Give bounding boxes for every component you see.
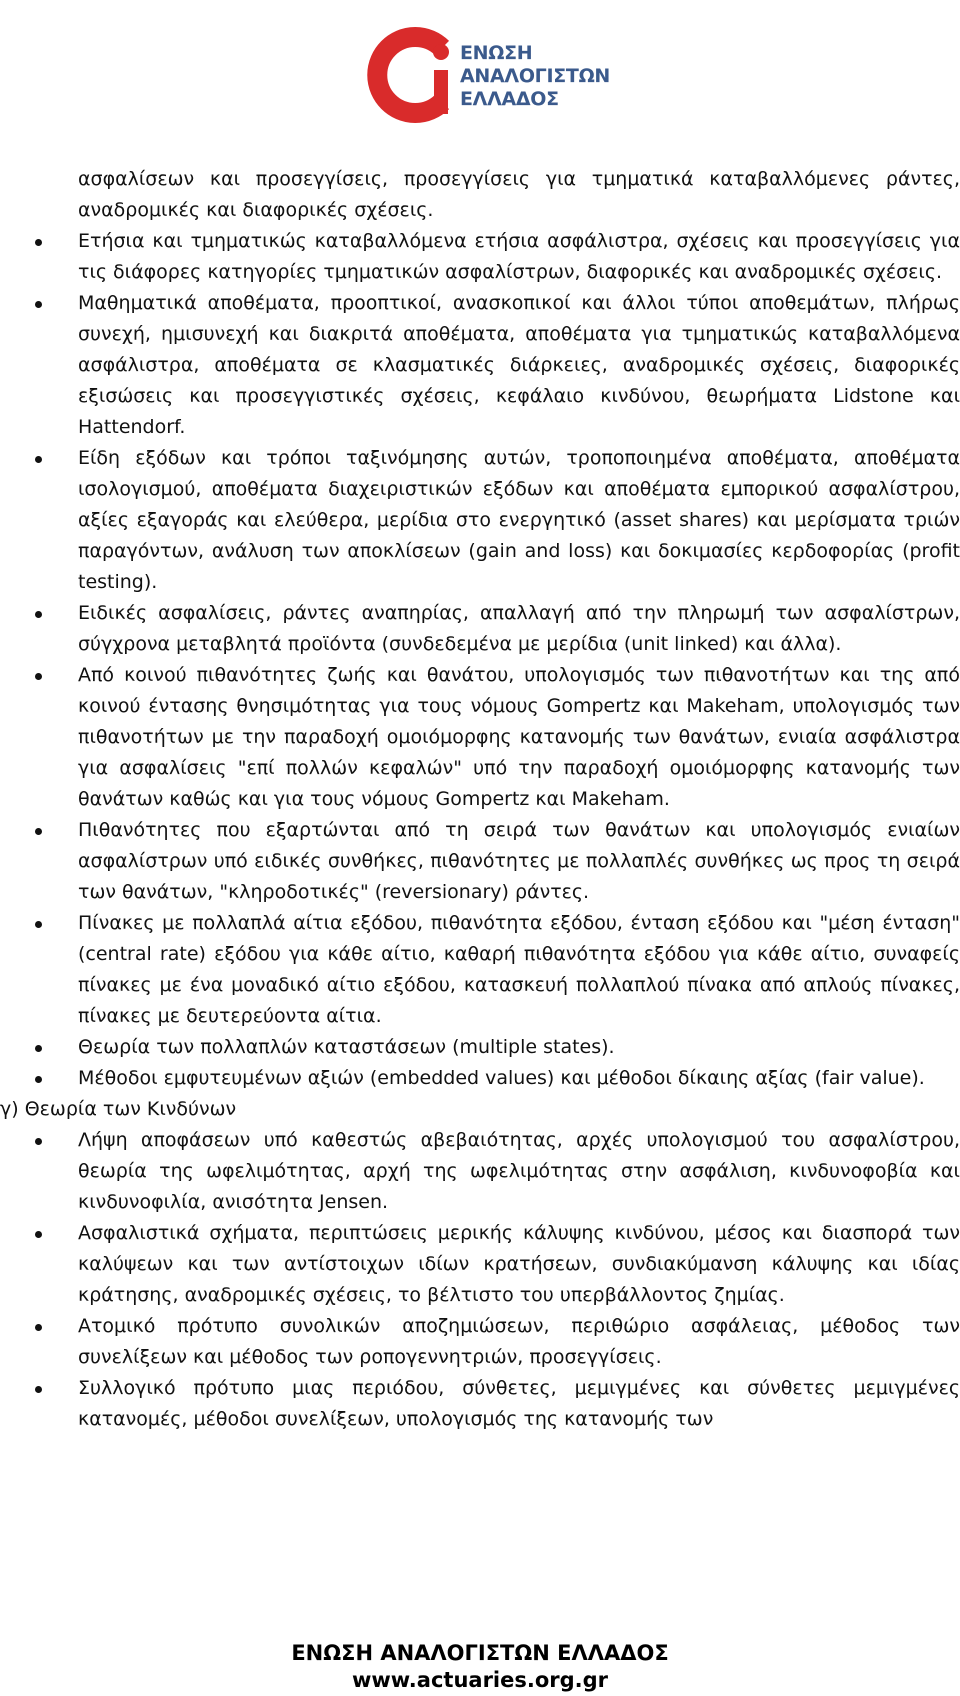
list-item: Ατομικό πρότυπο συνολικών αποζημιώσεων, περιθώριο ασφάλειας, μέθοδος των συνελίξεων και μέθοδος των ροπογεννητριών, προσεγγίσεις. — [0, 1311, 960, 1373]
list-item: Είδη εξόδων και τρόποι ταξινόμησης αυτών, τροποποιημένα αποθέματα, αποθέματα ισολογισμού, αποθέματα διαχειριστικών εξόδων και αποθέματα εμπορικού ασφαλίστρου, αξίες εξαγοράς και ελεύθερα, μερίδια στο ενεργητικό (asset shares) και μερίσματα τριών παραγόντων, ανάλυση των αποκλίσεων (gain and loss) και δοκιμασίες κερδοφορίας (profit testing). — [0, 443, 960, 598]
continuation-paragraph: ασφαλίσεων και προσεγγίσεις, προσεγγίσεις για τμηματικά καταβαλλόμενες ράντες, αναδρομικές και διαφορικές σχέσεις. — [78, 168, 960, 221]
logo-line-2: ΑΝΑΛΟΓΙΣΤΩΝ — [460, 65, 611, 87]
logo-line-3: ΕΛΛΑΔΟΣ — [460, 88, 559, 110]
list-item: Από κοινού πιθανότητες ζωής και θανάτου, υπολογισμός των πιθανοτήτων και της από κοινού έντασης θνησιμότητας για τους νόμους Gompertz και Makeham, υπολογισμός των πιθανοτήτων με την παραδοχή ομοιόμορφης κατανομής των θανάτων, ενιαία ασφάλιστρα για ασφαλίσεις "επί πολλών κεφαλών" υπό την παραδοχή ομοιόμορφης κατανομής των θανάτων καθώς και για τους νόμους Gompertz και Makeham. — [0, 660, 960, 815]
footer-website-link[interactable]: www.actuaries.org.gr — [351, 1668, 609, 1692]
list-item: Πιθανότητες που εξαρτώνται από τη σειρά των θανάτων και υπολογισμός ενιαίων ασφαλίστρων υπό ειδικές συνθήκες, πιθανότητες με πολλαπλές συνθήκες ως προς τη σειρά των θανάτων, "κληροδοτικές" (reversionary) ράντες. — [0, 815, 960, 908]
list-item: Συλλογικό πρότυπο μιας περιόδου, σύνθετες, μεμιγμένες και σύνθετες μεμιγμένες κατανομές, μέθοδοι συνελίξεων, υπολογισμός της κατανομής των — [0, 1373, 960, 1435]
logo-line-1: ΕΝΩΣΗ — [460, 42, 533, 64]
list-item: Ετήσια και τμηματικώς καταβαλλόμενα ετήσια ασφάλιστρα, σχέσεις και προσεγγίσεις για τις διάφορες κατηγορίες τμηματικών ασφαλίστρων, διαφορικές και αναδρομικές σχέσεις. — [0, 226, 960, 288]
document-body — [0, 164, 960, 1435]
list-item: Μαθηματικά αποθέματα, προοπτικοί, ανασκοπικοί και άλλοι τύποι αποθεμάτων, πλήρως συνεχή, ημισυνεχή και διακριτά αποθέματα, αποθέματα για τμηματικώς καταβαλλόμενα ασφάλιστρα, αποθέματα σε κλασματικές διάρκειες, αναδρομικές σχέσεις, διαφορικές εξισώσεις και προσεγγιστικές σχέσεις, κεφάλαιο κινδύνου, θεωρήματα Lidstone και Hattendorf. — [0, 288, 960, 443]
list-item: Λήψη αποφάσεων υπό καθεστώς αβεβαιότητας, αρχές υπολογισμού του ασφαλίστρου, θεωρία της ωφελιμότητας, αρχή της ωφελιμότητας στην ασφάλιση, κινδυνοφοβία και κινδυνοφιλία, ανισότητα Jensen. — [0, 1125, 960, 1218]
logo-text — [460, 42, 610, 111]
list-item: Θεωρία των πολλαπλών καταστάσεων (multiple states). — [0, 1032, 960, 1063]
footer-org-name: ΕΝΩΣΗ ΑΝΑΛΟΓΙΣΤΩΝ ΕΛΛΑΔΟΣ — [291, 1641, 669, 1665]
list-item: Μέθοδοι εμφυτευμένων αξιών (embedded values) και μέθοδοι δίκαιης αξίας (fair value). — [0, 1063, 960, 1094]
organization-logo — [356, 18, 616, 128]
list-item: Ασφαλιστικά σχήματα, περιπτώσεις μερικής κάλυψης κινδύνου, μέσος και διασπορά των καλύψεων και των αντίστοιχων ιδίων κρατήσεων, συνδιακύμανση κάλυψης και ιδίας κράτησης, αναδρομικές σχέσεις, το βέλτιστο του υπερβάλλοντος ζημίας. — [0, 1218, 960, 1311]
list-item: Ειδικές ασφαλίσεις, ράντες αναπηρίας, απαλλαγή από την πληρωμή των ασφαλίστρων, σύγχρονα μεταβλητά προϊόντα (συνδεδεμένα με μερίδια (unit linked) και άλλα). — [0, 598, 960, 660]
section-heading: γ) Θεωρία των Κινδύνων — [0, 1098, 237, 1120]
logo-mark-icon — [356, 18, 466, 128]
bullet-list-top — [0, 226, 960, 1094]
bullet-list-bottom — [0, 1125, 960, 1435]
list-item: Πίνακες με πολλαπλά αίτια εξόδου, πιθανότητα εξόδου, ένταση εξόδου και "μέση ένταση" (central rate) εξόδου για κάθε αίτιο, καθαρή πιθανότητα εξόδου για κάθε αίτιο, συναφείς πίνακες με ένα μοναδικό αίτιο εξόδου, κατασκευή πολλαπλού πίνακα από απλούς πίνακες, πίνακες με δευτερεύοντα αίτια. — [0, 908, 960, 1032]
page-footer — [0, 1640, 960, 1694]
